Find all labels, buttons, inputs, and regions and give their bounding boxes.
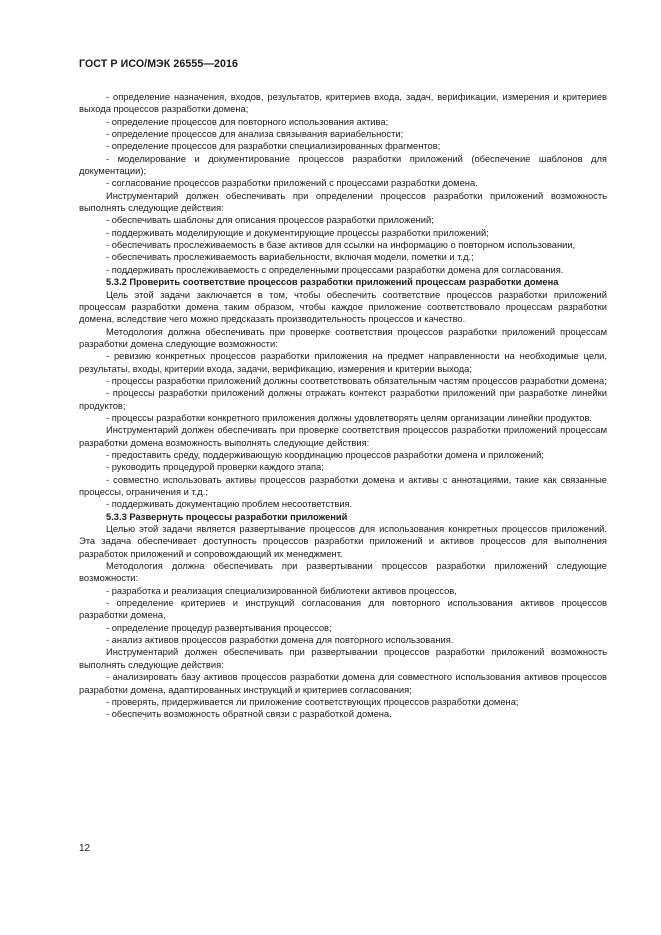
paragraph: - совместно использовать активы процессов разработки домена и активы с аннотациями, такие как связанные процессы, ограничения и т.д.; (79, 474, 607, 497)
paragraph: - согласование процессов разработки приложений с процессами разработки домена. (106, 178, 478, 189)
paragraph: - анализ активов процессов разработки домена для повторного использования. (106, 635, 454, 646)
paragraph: - проверять, придерживается ли приложение соответствующих процессов разработки домена; (106, 696, 519, 707)
paragraph: - моделирование и документирование процессов разработки приложений (обеспечение шаблонов для документации); (79, 153, 607, 177)
paragraph: - поддерживать документацию проблем несоответствия. (106, 499, 353, 510)
paragraph: - поддерживать прослеживаемость с определенными процессами разработки домена для согласования. (106, 264, 564, 275)
standard-header: ГОСТ Р ИСО/МЭК 26555—2016 (79, 58, 238, 70)
paragraph: Методология должна обеспечивать при развертывании процессов разработки приложений следующие возможности: (79, 561, 607, 584)
paragraph: - определение критериев и инструкций согласования для повторного использования активов процессов разработки домена, (79, 598, 607, 621)
paragraph: - предоставить среду, поддерживающую координацию процессов разработки домена и приложений; (106, 449, 544, 460)
paragraph: - процессы разработки конкретного приложения должны удовлетворять целям организации линейки продуктов. (106, 412, 593, 423)
paragraph: Целью этой задачи является развертывание процессов для использования конкретных процессов приложений. Эта задача обеспечивает доступность процессов разработки приложений и активов процессов для выполнения разработок приложений и сопровождающий их менеджмент. (79, 524, 607, 559)
paragraph: - определение назначения, входов, результатов, критериев входа, задач, верификации, измерения и критериев выхода процессов разработки домена; (79, 92, 607, 115)
paragraph: - определение процессов для анализа связывания вариабельности; (106, 129, 404, 140)
paragraph: - обеспечивать прослеживаемость вариабельности, включая модели, пометки и т.д.; (106, 252, 474, 263)
paragraph: - определение процессов для повторного использования актива; (106, 116, 389, 127)
section-heading-5-3-2: 5.3.2 Проверить соответствие процессов разработки приложений процессам разработки домена (106, 277, 559, 288)
paragraph: Инструментарий должен обеспечивать при проверке соответствия процессов разработки приложений процессам разработки домена возможность выполнять следующие действия: (79, 425, 607, 448)
paragraph: - процессы разработки приложений должны соответствовать обязательным частям процессов разработки домена; (106, 375, 607, 386)
paragraph: - процессы разработки приложений должны отражать контекст разработки приложений при разработке линейки продуктов; (79, 388, 607, 411)
section-heading-5-3-3: 5.3.3 Развернуть процессы разработки приложений (106, 511, 348, 522)
paragraph: - ревизию конкретных процессов разработки приложения на предмет направленности на необходимые цели, результаты, входы, критерии входа, задачи, верификацию, измерения и критерии выхода; (79, 351, 607, 374)
paragraph: - анализировать базу активов процессов разработки домена для совместного использования активов процессов разработки домена, адаптированных инструкций и критериев согласования; (79, 672, 607, 695)
paragraph: Методология должна обеспечивать при проверке соответствия процессов разработки приложений процессам разработки домена следующие возможности: (79, 326, 607, 349)
paragraph: - разработка и реализация специализированной библиотеки активов процессов, (106, 585, 457, 596)
paragraph: - определение процессов для разработки специализированных фрагментов; (106, 141, 441, 152)
paragraph: Цель этой задачи заключается в том, чтобы обеспечить соответствие процессов разработки приложений процессам разработки домена таким образом, чтобы каждое приложение соответствовало процессам разработки домена, вследствие чего можно предсказать производительность процессов и качество. (79, 289, 607, 325)
paragraph: - обеспечить возможность обратной связи с разработкой домена. (106, 709, 392, 720)
paragraph: Инструментарий должен обеспечивать при развертывании процессов разработки приложений возможность выполнять следующие действия: (79, 647, 607, 670)
page-number: 12 (79, 843, 91, 854)
paragraph: - поддерживать моделирующие и документирующие процессы разработки приложений; (106, 227, 489, 238)
paragraph: Инструментарий должен обеспечивать при определении процессов разработки приложений возможность выполнять следующие действия: (79, 190, 607, 214)
paragraph: - обеспечивать шаблоны для описания процессов разработки приложений; (106, 215, 434, 226)
paragraph: - руководить процедурой проверки каждого этапа; (106, 462, 324, 473)
body-text (79, 91, 607, 721)
paragraph: - обеспечивать прослеживаемость в базе активов для ссылки на информацию о повторном использовании, (106, 240, 576, 251)
paragraph: - определение процедур развертывания процессов; (106, 622, 332, 633)
